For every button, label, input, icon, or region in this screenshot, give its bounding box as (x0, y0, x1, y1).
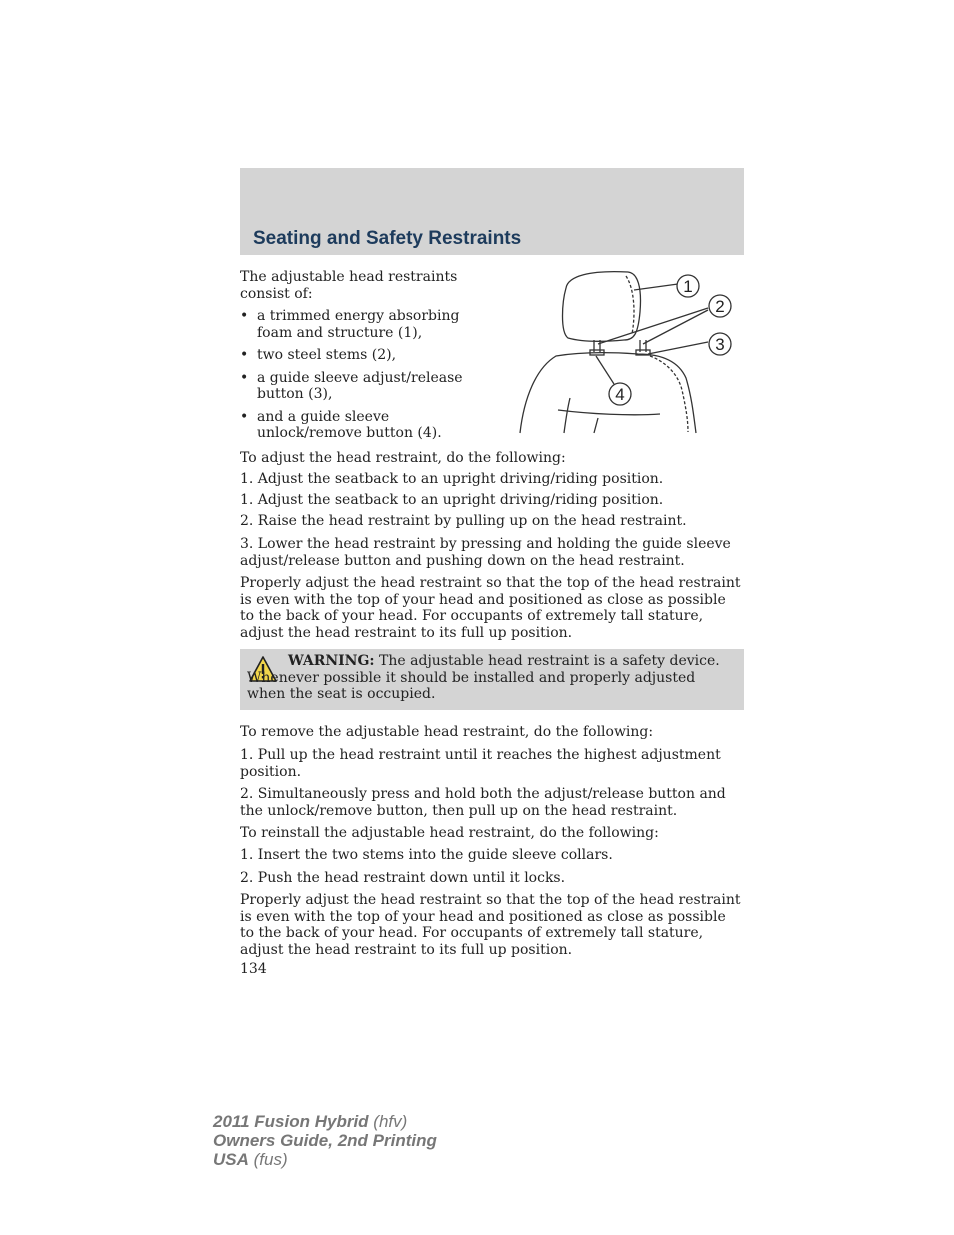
footer-edition (213, 1112, 437, 1169)
adjust-step: 2. Raise the head restraint by pulling up on the head restraint. (240, 513, 687, 529)
warning-text (247, 653, 727, 703)
list-item: • a trimmed energy absorbing foam and structure (1), (240, 308, 460, 341)
footer-market: USA (213, 1150, 249, 1169)
head-restraint-diagram (510, 268, 744, 438)
remove-step: 2. Simultaneously press and hold both the adjust/release button and the unlock/remove button, then pull up on the head restraint. (240, 786, 726, 819)
callout-2: 2 (715, 297, 725, 316)
list-item: • two steel stems (2), (240, 347, 397, 363)
adjust-step: 3. Lower the head restraint by pressing and holding the guide sleeve adjust/release button and pushing down on the head restraint. (240, 536, 731, 569)
warning-label: WARNING: (288, 653, 375, 669)
footer-printing: Owners Guide, 2nd Printing (213, 1131, 437, 1150)
adjust-lead: To adjust the head restraint, do the following: (240, 450, 566, 466)
reinstall-step: 2. Push the head restraint down until it locks. (240, 870, 566, 886)
footer-market-code: (fus) (253, 1150, 288, 1169)
list-item: • and a guide sleeve unlock/remove button (4). (240, 408, 442, 441)
remove-step: 1. Pull up the head restraint until it reaches the highest adjustment position. (240, 747, 721, 780)
adjust-step: 1. Adjust the seatback to an upright driving/riding position. (240, 492, 664, 508)
footer-model-code: (hfv) (373, 1112, 408, 1131)
intro-block (240, 269, 490, 448)
callout-4: 4 (615, 385, 625, 404)
component-list (240, 308, 490, 442)
callout-3: 3 (715, 335, 725, 354)
adjust-note: Properly adjust the head restraint so that the top of the head restraint is even with the top of your head and positioned as close as possible to the back of your head. For occupants of extremely tall stature, adjust the head restraint to its full up position. (240, 575, 741, 641)
reinstall-lead: To reinstall the adjustable head restraint, do the following: (240, 825, 659, 841)
adjust-step: 1. Adjust the seatback to an upright driving/riding position. (240, 471, 664, 487)
warning-body: The adjustable head restraint is a safety device. Whenever possible it should be installed and properly adjusted when the seat is occupied. (247, 653, 720, 702)
list-item: • a guide sleeve adjust/release button (3), (240, 369, 463, 402)
reinstall-step: 1. Insert the two stems into the guide sleeve collars. (240, 847, 613, 863)
page-number: 134 (240, 961, 267, 977)
reinstall-note: Properly adjust the head restraint so that the top of the head restraint is even with the top of your head and positioned as close as possible to the back of your head. For occupants of extremely tall stature, adjust the head restraint to its full up position. (240, 892, 741, 958)
intro-lead: The adjustable head restraints consist of: (240, 269, 458, 302)
warning-box (240, 649, 744, 710)
section-title: Seating and Safety Restraints (253, 228, 522, 249)
footer-model: 2011 Fusion Hybrid (213, 1112, 369, 1131)
callout-1: 1 (683, 277, 693, 296)
remove-lead: To remove the adjustable head restraint, do the following: (240, 724, 654, 740)
